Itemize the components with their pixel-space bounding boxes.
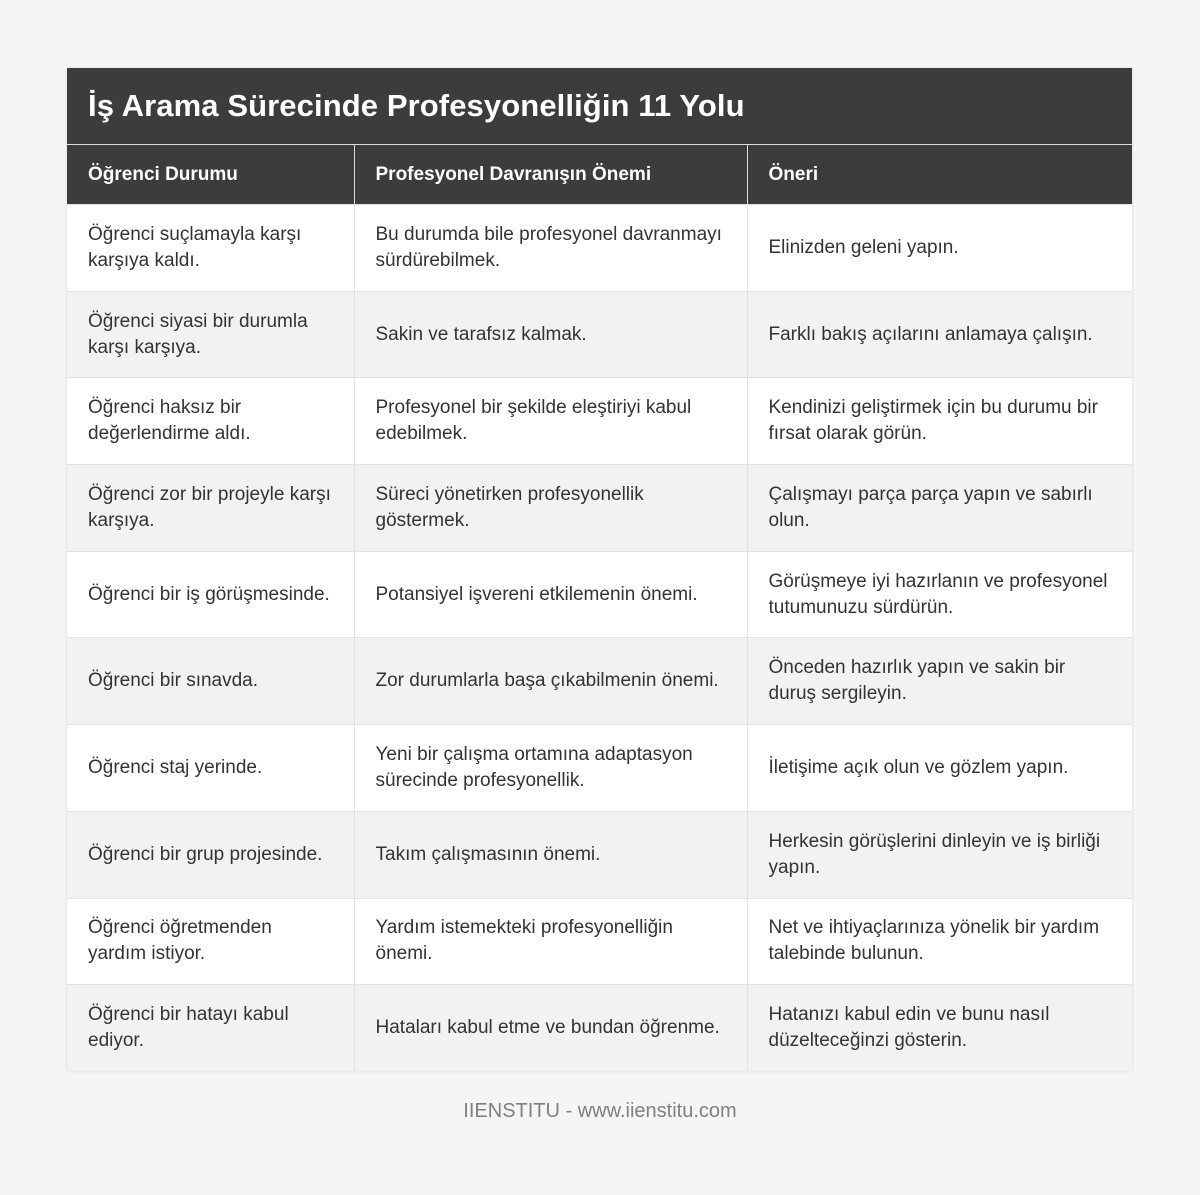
cell-student-situation: Öğrenci bir grup projesinde. (67, 811, 354, 898)
table-row (67, 205, 1132, 292)
column-header-student-situation: Öğrenci Durumu (67, 145, 354, 205)
cell-importance: Sakin ve tarafsız kalmak. (354, 291, 747, 378)
table-body (67, 205, 1132, 1072)
table-row (67, 725, 1132, 812)
cell-importance: Yeni bir çalışma ortamına adaptasyon sürecinde profesyonellik. (354, 725, 747, 812)
cell-student-situation: Öğrenci bir iş görüşmesinde. (67, 551, 354, 638)
cell-importance: Potansiyel işvereni etkilemenin önemi. (354, 551, 747, 638)
column-header-importance: Profesyonel Davranışın Önemi (354, 145, 747, 205)
cell-suggestion: Elinizden geleni yapın. (747, 205, 1132, 292)
cell-suggestion: Hatanızı kabul edin ve bunu nasıl düzelteceğinzi gösterin. (747, 985, 1132, 1072)
cell-student-situation: Öğrenci staj yerinde. (67, 725, 354, 812)
table-row (67, 811, 1132, 898)
cell-suggestion: Net ve ihtiyaçlarınıza yönelik bir yardım talebinde bulunun. (747, 898, 1132, 985)
cell-suggestion: İletişime açık olun ve gözlem yapın. (747, 725, 1132, 812)
cell-importance: Bu durumda bile profesyonel davranmayı sürdürebilmek. (354, 205, 747, 292)
footer-credit: IIENSTITU - www.iienstitu.com (463, 1100, 737, 1122)
table-card (67, 68, 1132, 1071)
table-row (67, 985, 1132, 1072)
cell-suggestion: Farklı bakış açılarını anlamaya çalışın. (747, 291, 1132, 378)
cell-importance: Takım çalışmasının önemi. (354, 811, 747, 898)
table-row (67, 291, 1132, 378)
table-row (67, 465, 1132, 552)
cell-importance: Süreci yönetirken profesyonellik göstermek. (354, 465, 747, 552)
title-bar (67, 68, 1132, 144)
data-table (67, 144, 1132, 1071)
cell-student-situation: Öğrenci haksız bir değerlendirme aldı. (67, 378, 354, 465)
cell-student-situation: Öğrenci suçlamayla karşı karşıya kaldı. (67, 205, 354, 292)
cell-student-situation: Öğrenci zor bir projeyle karşı karşıya. (67, 465, 354, 552)
cell-suggestion: Görüşmeye iyi hazırlanın ve profesyonel tutumunuzu sürdürün. (747, 551, 1132, 638)
cell-importance: Profesyonel bir şekilde eleştiriyi kabul edebilmek. (354, 378, 747, 465)
table-row (67, 378, 1132, 465)
cell-suggestion: Kendinizi geliştirmek için bu durumu bir fırsat olarak görün. (747, 378, 1132, 465)
header-row (67, 145, 1132, 205)
page-title: İş Arama Sürecinde Profesyonelliğin 11 Yolu (88, 88, 745, 123)
column-header-suggestion: Öneri (747, 145, 1132, 205)
cell-student-situation: Öğrenci bir sınavda. (67, 638, 354, 725)
table-row (67, 551, 1132, 638)
cell-importance: Yardım istemekteki profesyonelliğin önemi. (354, 898, 747, 985)
cell-student-situation: Öğrenci siyasi bir durumla karşı karşıya. (67, 291, 354, 378)
cell-importance: Zor durumlarla başa çıkabilmenin önemi. (354, 638, 747, 725)
table-row (67, 898, 1132, 985)
cell-suggestion: Çalışmayı parça parça yapın ve sabırlı olun. (747, 465, 1132, 552)
cell-student-situation: Öğrenci öğretmenden yardım istiyor. (67, 898, 354, 985)
cell-student-situation: Öğrenci bir hatayı kabul ediyor. (67, 985, 354, 1072)
cell-importance: Hataları kabul etme ve bundan öğrenme. (354, 985, 747, 1072)
cell-suggestion: Önceden hazırlık yapın ve sakin bir duruş sergileyin. (747, 638, 1132, 725)
cell-suggestion: Herkesin görüşlerini dinleyin ve iş birliği yapın. (747, 811, 1132, 898)
table-row (67, 638, 1132, 725)
